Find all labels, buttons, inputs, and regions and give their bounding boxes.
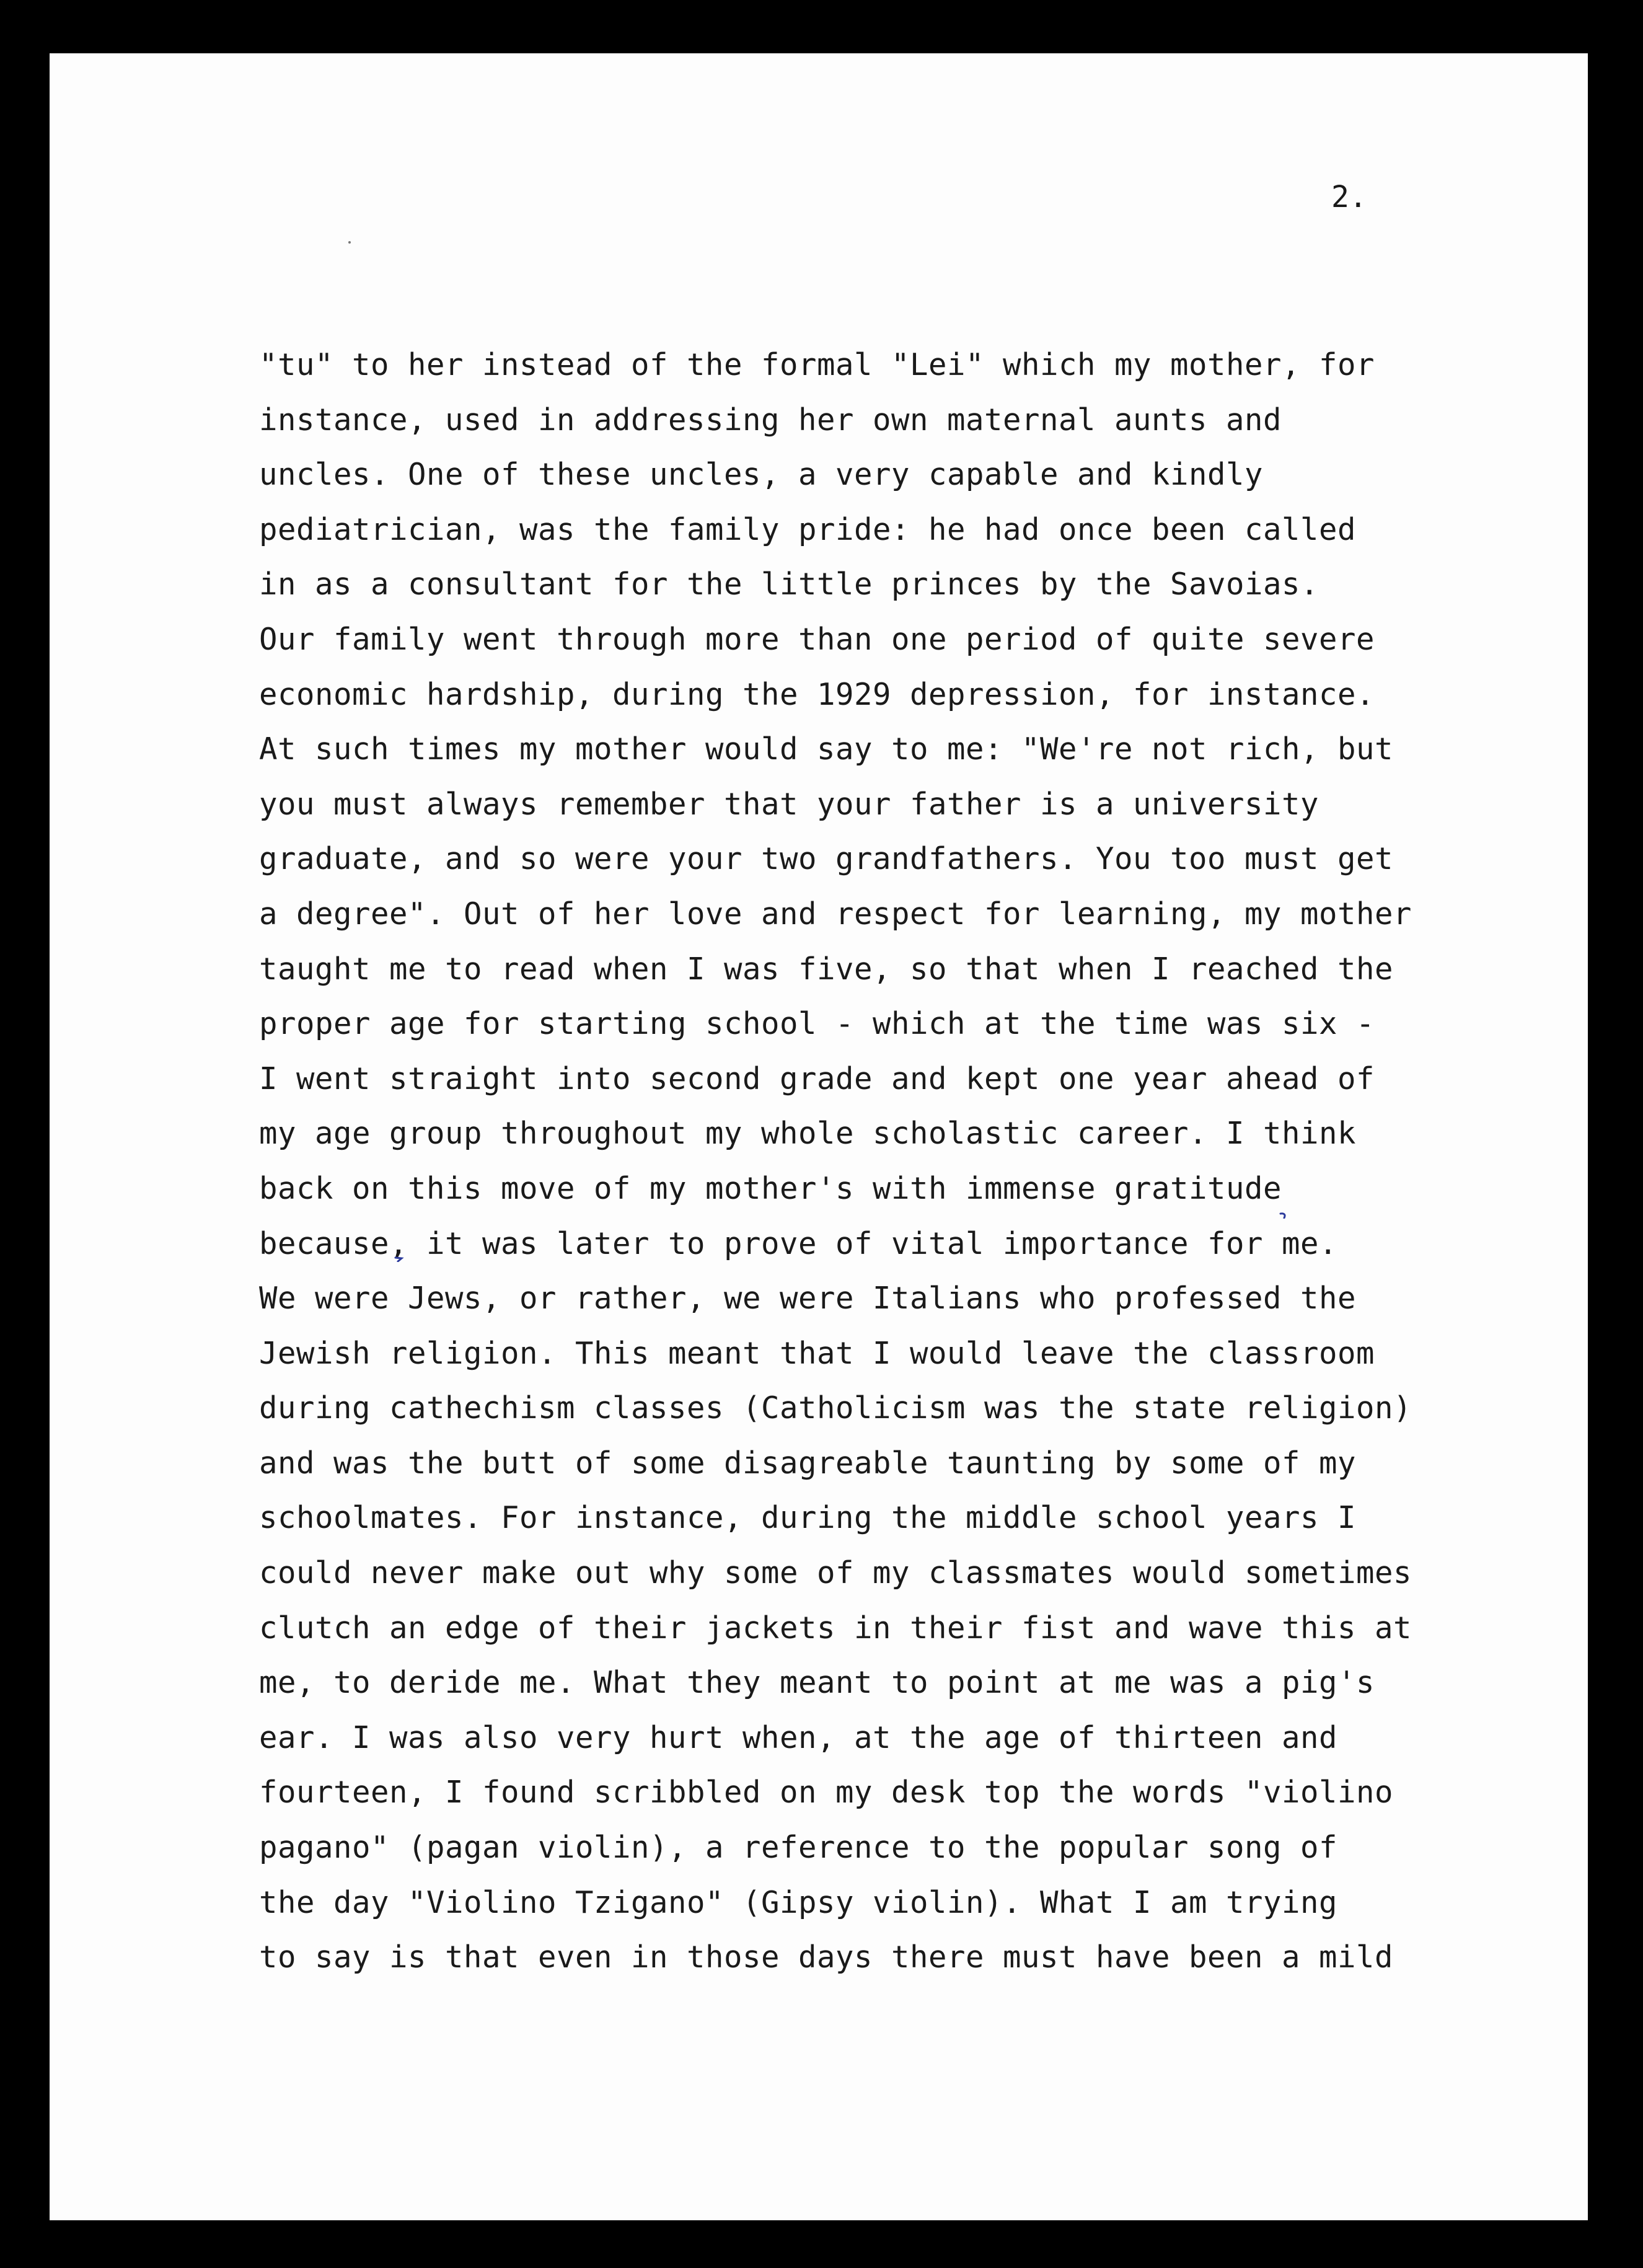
- text-line: my age group throughout my whole scholastic career. I think: [259, 1116, 1357, 1152]
- text-line: economic hardship, during the 1929 depression, for instance.: [259, 676, 1375, 712]
- text-line: me, to deride me. What they meant to point at me was a pig's: [259, 1665, 1375, 1701]
- text-line: you must always remember that your father is a university: [259, 786, 1319, 822]
- text-line: graduate, and so were your two grandfathers. You too must get: [259, 841, 1394, 877]
- text-line: clutch an edge of their jackets in their fist and wave this at: [259, 1610, 1412, 1646]
- text-line: in as a consultant for the little princes by the Savoias.: [259, 567, 1319, 602]
- text-line: "tu" to her instead of the formal "Lei" which my mother, for: [259, 347, 1375, 382]
- text-line: pediatrician, was the family pride: he had once been called: [259, 511, 1357, 547]
- text-line: We were Jews, or rather, we were Italians who professed the: [259, 1281, 1357, 1317]
- text-line: Our family went through more than one period of quite severe: [259, 621, 1375, 657]
- text-line: to say is that even in those days there must have been a mild: [259, 1939, 1394, 1975]
- page-number: 2.: [1331, 180, 1367, 214]
- body-text: [259, 338, 1412, 1985]
- text-line: schoolmates. For instance, during the middle school years I: [259, 1500, 1357, 1536]
- text-line: fourteen, I found scribbled on my desk top the words "violino: [259, 1775, 1394, 1811]
- text-line: At such times my mother would say to me: "We're not rich, but: [259, 731, 1394, 767]
- text-line: ear. I was also very hurt when, at the age of thirteen and: [259, 1719, 1338, 1755]
- text-line: proper age for starting school - which at the time was six -: [259, 1006, 1375, 1042]
- text-line: back on this move of my mother's with immense gratitude: [259, 1170, 1282, 1206]
- text-line: uncles. One of these uncles, a very capable and kindly: [259, 457, 1264, 493]
- text-line: because, it was later to prove of vital importance for me.: [259, 1225, 1338, 1261]
- text-line: could never make out why some of my classmates would sometimes: [259, 1555, 1412, 1591]
- pen-deletion-mark: [394, 1256, 404, 1262]
- text-line: pagano" (pagan violin), a reference to the popular song of: [259, 1830, 1338, 1866]
- text-line: taught me to read when I was five, so that when I reached the: [259, 951, 1394, 987]
- scan-speck: [348, 241, 351, 244]
- text-line: I went straight into second grade and kept one year ahead of: [259, 1061, 1375, 1096]
- text-line: and was the butt of some disagreable taunting by some of my: [259, 1445, 1357, 1481]
- text-line: instance, used in addressing her own maternal aunts and: [259, 402, 1282, 438]
- text-line: a degree". Out of her love and respect for learning, my mother: [259, 896, 1412, 932]
- text-line: Jewish religion. This meant that I would leave the classroom: [259, 1335, 1375, 1371]
- text-line: the day "Violino Tzigano" (Gipsy violin). What I am trying: [259, 1884, 1338, 1920]
- pen-comma-mark: [1279, 1212, 1288, 1219]
- text-line: during cathechism classes (Catholicism was the state religion): [259, 1390, 1412, 1426]
